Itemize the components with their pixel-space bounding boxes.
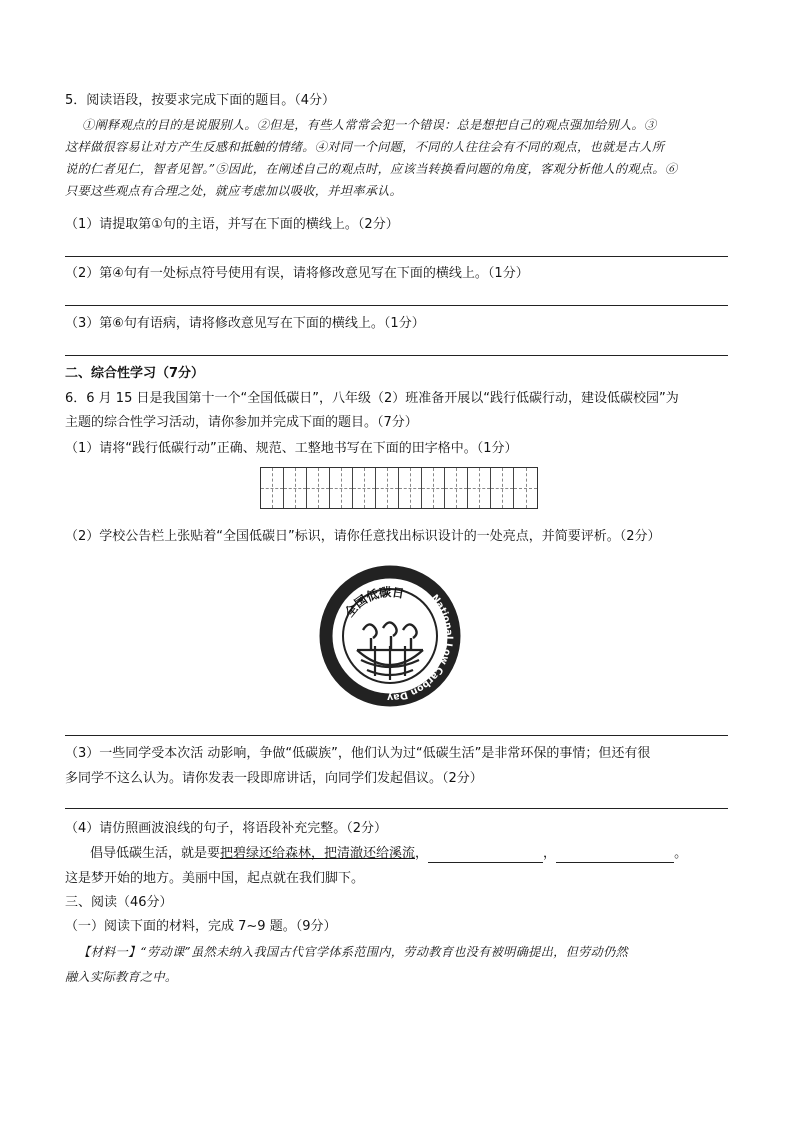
- comma: ，: [543, 846, 557, 861]
- grid-cell[interactable]: [330, 468, 353, 508]
- fill-blank-2[interactable]: [556, 848, 674, 863]
- q5-title: 5．阅读语段，按要求完成下面的题目。（4分）: [65, 93, 336, 108]
- answer-line[interactable]: [65, 808, 728, 809]
- q5-passage-line-4: 只要这些观点有合理之处，就应考虑加以吸收，并坦率承认。: [65, 184, 403, 198]
- q6-sub2: （2）学校公告栏上张贴着“全国低碳日”标识，请你任意找出标识设计的一处亮点，并简要评析。（2分）: [65, 529, 661, 544]
- q6-sub3-line-1: （3）一些同学受本次活 动影响，争做“低碳族”，他们认为过“低碳生活”是非常环保的事情；但还有很: [65, 746, 651, 761]
- q5-sub2: （2）第④句有一处标点符号使用有误，请将修改意见写在下面的横线上。（1分）: [65, 266, 529, 281]
- grid-cell[interactable]: [445, 468, 468, 508]
- period: 。: [674, 846, 688, 861]
- low-carbon-day-logo: [305, 552, 475, 714]
- answer-line[interactable]: [65, 355, 728, 356]
- grid-cell[interactable]: [353, 468, 376, 508]
- fill-blank-1[interactable]: [428, 848, 543, 863]
- section3-part1: （一）阅读下面的材料，完成 7~9 题。（9分）: [65, 919, 337, 934]
- q6-sub3-line-2: 多同学不这么认为。请你发表一段即席讲话，向同学们发起倡议。（2分）: [65, 771, 483, 786]
- grid-cell[interactable]: [307, 468, 330, 508]
- logo-top-text: 全国低碳日: [342, 585, 406, 620]
- logo-ring-text: National Low Carbon Day: [386, 592, 455, 703]
- q5-passage-line-2: 这样做很容易让对方产生反感和抵触的情绪。④对同一个问题，不同的人往往会有不同的观点，也就是古人所: [65, 140, 665, 154]
- q5-sub1: （1）请提取第①句的主语，并写在下面的横线上。（2分）: [65, 217, 399, 232]
- material-line-1: 【材料一】“劳动课”虽然未纳入我国古代官学体系范围内，劳动教育也没有被明确提出，但劳动仍然: [78, 945, 629, 959]
- q5-passage-line-3: 说的仁者见仁，智者见智。”⑤因此，在阐述自己的观点时，应该当转换看问题的角度，客观分析他人的观点。⑥: [65, 162, 678, 176]
- answer-line[interactable]: [65, 305, 728, 306]
- q6-sub4: （4）请仿照画波浪线的句子，将语段补充完整。（2分）: [65, 821, 388, 836]
- q6-line-2: 主题的综合性学习活动，请你参加并完成下面的题目。（7分）: [65, 415, 418, 430]
- answer-line[interactable]: [65, 735, 728, 736]
- grid-cell[interactable]: [514, 468, 537, 508]
- comma: ，: [415, 846, 429, 861]
- grid-cell[interactable]: [284, 468, 307, 508]
- grid-cell[interactable]: [399, 468, 422, 508]
- answer-line[interactable]: [65, 256, 728, 257]
- grid-cell[interactable]: [376, 468, 399, 508]
- tianzige-grid[interactable]: [260, 467, 538, 509]
- q5-passage-line-1: ①阐释观点的目的是说服别人。②但是，有些人常常会犯一个错误：总是想把自己的观点强加给别人。③: [82, 118, 657, 132]
- q6-sub1: （1）请将“践行低碳行动”正确、规范、工整地书写在下面的田字格中。（1分）: [65, 441, 518, 456]
- grid-cell[interactable]: [261, 468, 284, 508]
- q5-sub3: （3）第⑥句有语病，请将修改意见写在下面的横线上。（1分）: [65, 316, 425, 331]
- q6-sub4-line-2: 这是梦开始的地方。美丽中国，起点就在我们脚下。: [65, 871, 365, 886]
- grid-cell[interactable]: [491, 468, 514, 508]
- q6-line-1: 6．6 月 15 日是我国第十一个“全国低碳日”，八年级（2）班准备开展以“践行低碳行动，建设低碳校园”为: [65, 391, 679, 406]
- section3-title: 三、阅读（46分）: [65, 895, 173, 910]
- q6-sub4-sentence: [90, 845, 687, 863]
- sentence-prefix: 倡导低碳生活，就是要: [90, 846, 221, 861]
- grid-cell[interactable]: [468, 468, 491, 508]
- wavy-underlined-text: 把碧绿还给森林，把清澈还给溪流: [220, 846, 416, 861]
- grid-cell[interactable]: [422, 468, 445, 508]
- section2-title: 二、综合性学习（7分）: [65, 366, 205, 381]
- material-line-2: 融入实际教育之中。: [65, 970, 178, 984]
